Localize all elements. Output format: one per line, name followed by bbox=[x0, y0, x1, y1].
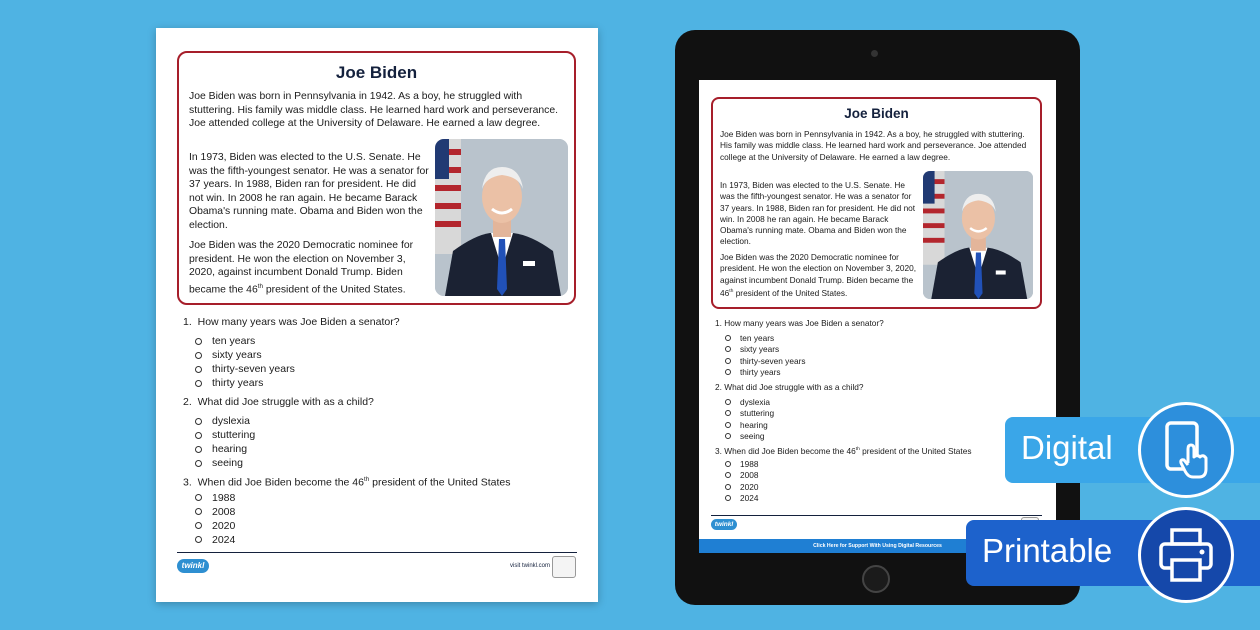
question-3 bbox=[715, 446, 1045, 504]
quiz-section bbox=[183, 316, 583, 553]
home-button[interactable] bbox=[862, 565, 890, 593]
tablet-touch-icon bbox=[1138, 402, 1234, 498]
passage-paragraph-3: Joe Biden was the 2020 Democratic nominee for president. He won the election on November 3, 2020, against incumbent Donald Trump. Biden became the 46th president of the United States. bbox=[189, 240, 414, 296]
camera-icon bbox=[871, 50, 878, 57]
digital-label-text: Digital bbox=[1021, 429, 1113, 466]
answer-option[interactable]: ten years bbox=[715, 332, 1045, 344]
digital-support-link[interactable]: Click Here for Support With Using Digital Resources bbox=[699, 539, 1056, 553]
radio-icon[interactable] bbox=[725, 461, 731, 467]
passage-paragraph-2: In 1973, Biden was elected to the U.S. Senate. He was the fifth-youngest senator. He was a senator for 37 years. In 1988, Biden ran for president. He did not win. In 2008 he ran again. He became Barack Obama's running mate. Obama and Biden won the election. bbox=[720, 180, 916, 247]
passage-paragraph-3: Joe Biden was the 2020 Democratic nominee for president. He won the election on November 3, 2020, against incumbent Donald Trump. Biden became the 46th president of the United States. bbox=[720, 252, 917, 298]
passage-title: Joe Biden bbox=[335, 63, 418, 82]
radio-icon[interactable] bbox=[195, 432, 202, 439]
passage-paragraph-2: In 1973, Biden was elected to the U.S. Senate. He was the fifth-youngest senator. He was a senator for 37 years. In 1988, Biden ran for president. He did not win. In 2008 he ran again. He became Barack Obama's running mate. Obama and Biden won the election. bbox=[189, 152, 429, 231]
radio-icon[interactable] bbox=[195, 508, 202, 515]
answer-option[interactable]: seeing bbox=[183, 456, 583, 470]
answer-option[interactable]: sixty years bbox=[715, 344, 1045, 356]
quality-badge-icon bbox=[552, 556, 576, 578]
answer-option[interactable]: 2024 bbox=[715, 493, 1045, 505]
answer-option[interactable]: seeing bbox=[715, 431, 1045, 443]
printable-label-text: Printable bbox=[982, 532, 1113, 569]
radio-icon[interactable] bbox=[195, 352, 202, 359]
passage-paragraph-1: Joe Biden was born in Pennsylvania in 1942. As a boy, he struggled with stuttering. His family was middle class. He learned hard work and perseverance. Joe attended college at the University of Delaware. He earned a law degree. bbox=[720, 129, 1027, 162]
answer-option[interactable]: thirty-seven years bbox=[715, 355, 1045, 367]
radio-icon[interactable] bbox=[195, 366, 202, 373]
answer-option[interactable]: hearing bbox=[183, 442, 583, 456]
radio-icon[interactable] bbox=[195, 460, 202, 467]
biden-portrait-photo bbox=[923, 171, 1033, 299]
radio-icon[interactable] bbox=[725, 335, 731, 341]
radio-icon[interactable] bbox=[725, 399, 731, 405]
question-text: 1. How many years was Joe Biden a senator? bbox=[183, 316, 400, 328]
twinkl-logo: twinkl bbox=[177, 559, 209, 573]
question-text: 2. What did Joe struggle with as a child? bbox=[183, 396, 374, 408]
twinkl-logo: twinkl bbox=[711, 519, 737, 530]
reading-passage-card bbox=[177, 51, 576, 305]
radio-icon[interactable] bbox=[195, 494, 202, 501]
printed-worksheet bbox=[156, 28, 598, 602]
footer-divider bbox=[177, 552, 577, 553]
radio-icon[interactable] bbox=[195, 338, 202, 345]
answer-option[interactable]: 1988 bbox=[183, 491, 583, 505]
biden-portrait-photo bbox=[435, 139, 568, 296]
radio-icon[interactable] bbox=[725, 346, 731, 352]
answer-option[interactable]: ten years bbox=[183, 334, 583, 348]
radio-icon[interactable] bbox=[725, 484, 731, 490]
question-2 bbox=[715, 382, 1045, 442]
question-1 bbox=[715, 318, 1045, 378]
question-2 bbox=[183, 396, 583, 470]
question-text: 3. When did Joe Biden become the 46th president of the United States bbox=[183, 476, 511, 489]
answer-option[interactable]: stuttering bbox=[183, 428, 583, 442]
answer-option[interactable]: sixty years bbox=[183, 348, 583, 362]
question-1 bbox=[183, 316, 583, 390]
printer-icon bbox=[1138, 507, 1234, 603]
site-url: visit twinkl.com bbox=[510, 563, 551, 569]
radio-icon[interactable] bbox=[195, 418, 202, 425]
tablet-screen bbox=[699, 80, 1056, 553]
radio-icon[interactable] bbox=[195, 380, 202, 387]
footer-divider bbox=[711, 515, 1042, 516]
tablet-device bbox=[675, 30, 1080, 605]
question-text: 2. What did Joe struggle with as a child? bbox=[715, 382, 864, 392]
question-text: 3. When did Joe Biden become the 46th president of the United States bbox=[715, 446, 972, 456]
quiz-section bbox=[715, 318, 1045, 508]
answer-option[interactable]: 2024 bbox=[183, 533, 583, 547]
radio-icon[interactable] bbox=[195, 536, 202, 543]
passage-title: Joe Biden bbox=[844, 106, 909, 121]
answer-option[interactable]: thirty years bbox=[183, 376, 583, 390]
radio-icon[interactable] bbox=[195, 522, 202, 529]
radio-icon[interactable] bbox=[725, 410, 731, 416]
reading-passage-card bbox=[711, 97, 1042, 309]
answer-option[interactable]: thirty-seven years bbox=[183, 362, 583, 376]
answer-option[interactable]: dyslexia bbox=[183, 414, 583, 428]
answer-option[interactable]: thirty years bbox=[715, 367, 1045, 379]
radio-icon[interactable] bbox=[725, 422, 731, 428]
answer-option[interactable]: 2020 bbox=[183, 519, 583, 533]
radio-icon[interactable] bbox=[725, 495, 731, 501]
answer-option[interactable]: stuttering bbox=[715, 408, 1045, 420]
answer-option[interactable]: hearing bbox=[715, 419, 1045, 431]
question-text: 1. How many years was Joe Biden a senator? bbox=[715, 318, 884, 328]
answer-option[interactable]: 2020 bbox=[715, 481, 1045, 493]
radio-icon[interactable] bbox=[195, 446, 202, 453]
radio-icon[interactable] bbox=[725, 433, 731, 439]
radio-icon[interactable] bbox=[725, 472, 731, 478]
answer-option[interactable]: 2008 bbox=[715, 470, 1045, 482]
radio-icon[interactable] bbox=[725, 358, 731, 364]
answer-option[interactable]: 2008 bbox=[183, 505, 583, 519]
passage-paragraph-1: Joe Biden was born in Pennsylvania in 1942. As a boy, he struggled with stuttering. His family was middle class. He learned hard work and perseverance. Joe attended college at the University of Delaware. He earned a law degree. bbox=[189, 91, 559, 130]
radio-icon[interactable] bbox=[725, 369, 731, 375]
question-3 bbox=[183, 476, 583, 547]
answer-option[interactable]: 1988 bbox=[715, 458, 1045, 470]
answer-option[interactable]: dyslexia bbox=[715, 396, 1045, 408]
